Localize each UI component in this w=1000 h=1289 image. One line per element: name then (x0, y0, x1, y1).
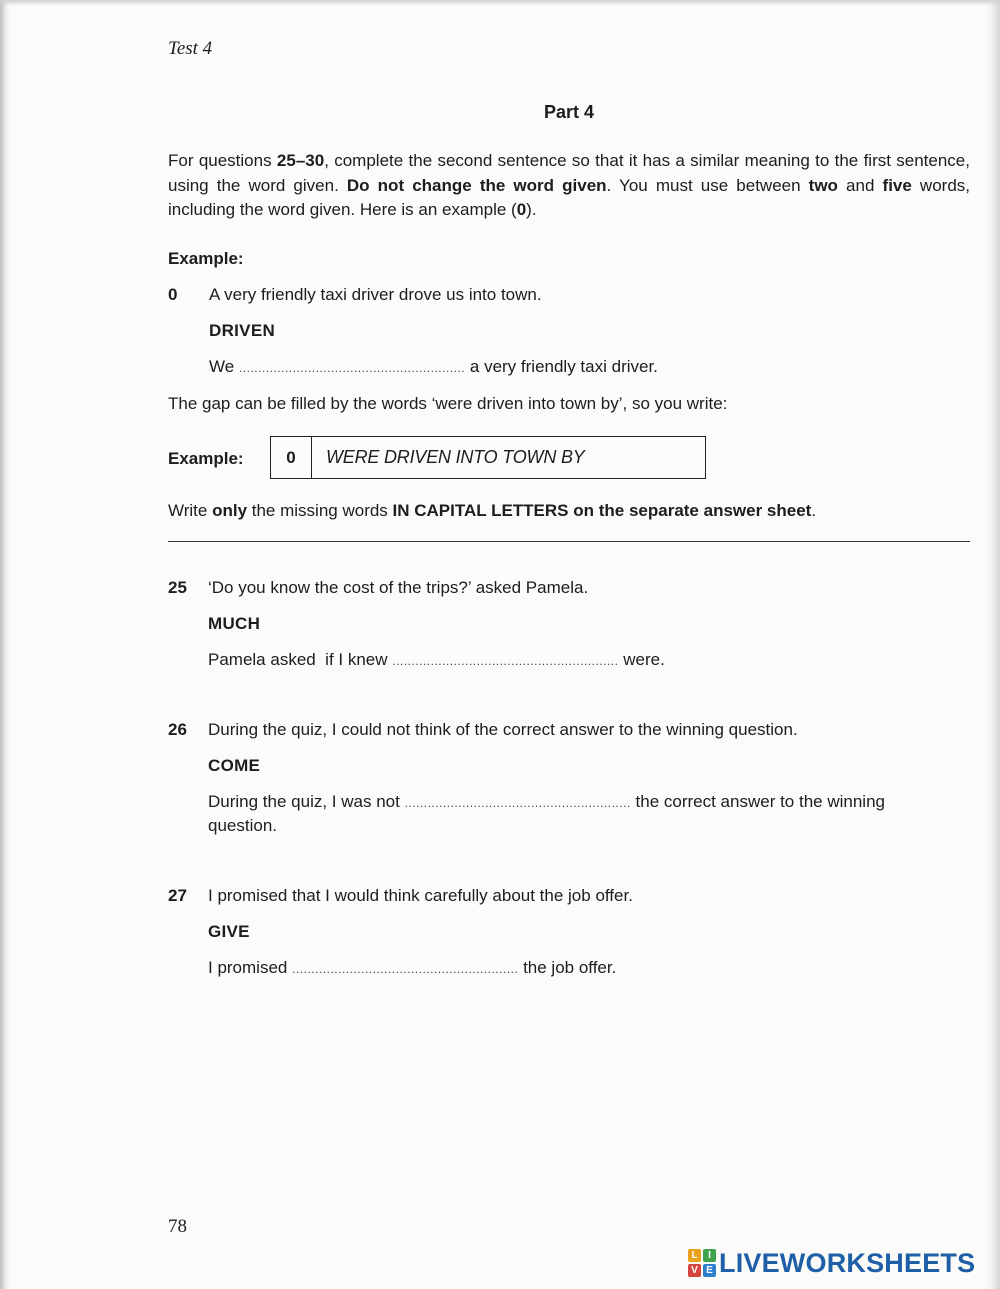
answer-blank[interactable]: ........................................................... (292, 962, 519, 976)
example-second-start: We (209, 357, 235, 376)
question-keyword: COME (208, 756, 261, 775)
question-start: I promised (208, 958, 288, 977)
question-number: 25 (168, 578, 187, 597)
logo-mark-letter: L (688, 1249, 701, 1262)
logo-text: LIVEWORKSHEETS (719, 1247, 976, 1278)
question-start: Pamela asked if I knew (208, 650, 388, 669)
question-second-sentence (208, 958, 616, 978)
logo-mark-letter: E (703, 1264, 716, 1277)
liveworksheets-logo (688, 1246, 975, 1280)
question-start: During the quiz, I was not (208, 792, 400, 811)
scan-edge-top (0, 0, 1000, 6)
question-end: were. (623, 650, 665, 669)
write-instruction: Write only the missing words IN CAPITAL LETTERS on the separate answer sheet. (168, 501, 817, 520)
question-second-sentence (208, 650, 665, 670)
scan-edge-right (986, 0, 1000, 1289)
instructions-paragraph: For questions 25–30, complete the second sentence so that it has a similar meaning to the first sentence, using the word given. Do not change the word given. You must use between two and five words, including the word given. Here is an example (0). (168, 151, 971, 219)
question-sentence: During the quiz, I could not think of the correct answer to the winning question. (208, 720, 798, 739)
question-sentence: ‘Do you know the cost of the trips?’ asked Pamela. (208, 578, 589, 597)
example-keyword: DRIVEN (209, 321, 276, 340)
question-end: the job offer. (523, 958, 617, 977)
example-heading: Example: (168, 249, 244, 268)
question-end-line2: question. (208, 816, 277, 835)
example-sentence: A very friendly taxi driver drove us into town. (209, 285, 542, 304)
part-title: Part 4 (543, 102, 595, 122)
example-box-number: 0 (271, 437, 312, 478)
logo-mark-letter: I (703, 1249, 716, 1262)
scan-edge-left (0, 0, 10, 1289)
example-box-label: Example: (168, 449, 244, 468)
question-second-sentence (208, 792, 885, 812)
question-keyword: GIVE (208, 922, 250, 941)
example-second-end: a very friendly taxi driver. (469, 357, 658, 376)
answer-blank[interactable]: ........................................................... (404, 796, 631, 810)
example-box-answer: WERE DRIVEN INTO TOWN BY (326, 447, 585, 467)
question-number: 27 (168, 886, 187, 905)
answer-blank[interactable]: ........................................................... (392, 654, 619, 668)
example-second-sentence (209, 357, 658, 377)
question-end: the correct answer to the winning (635, 792, 885, 811)
logo-mark-letter: V (688, 1264, 701, 1277)
gap-note: The gap can be filled by the words ‘were driven into town by’, so you write: (168, 394, 728, 413)
test-label: Test 4 (168, 38, 213, 59)
example-answer-box (270, 436, 706, 479)
page-number: 78 (168, 1216, 187, 1237)
question-keyword: MUCH (208, 614, 261, 633)
logo-mark-icon (688, 1249, 716, 1277)
question-sentence: I promised that I would think carefully about the job offer. (208, 886, 633, 905)
example-blank: ........................................................... (238, 361, 466, 375)
section-divider (168, 541, 970, 542)
question-number: 26 (168, 720, 187, 739)
example-number: 0 (168, 285, 178, 304)
